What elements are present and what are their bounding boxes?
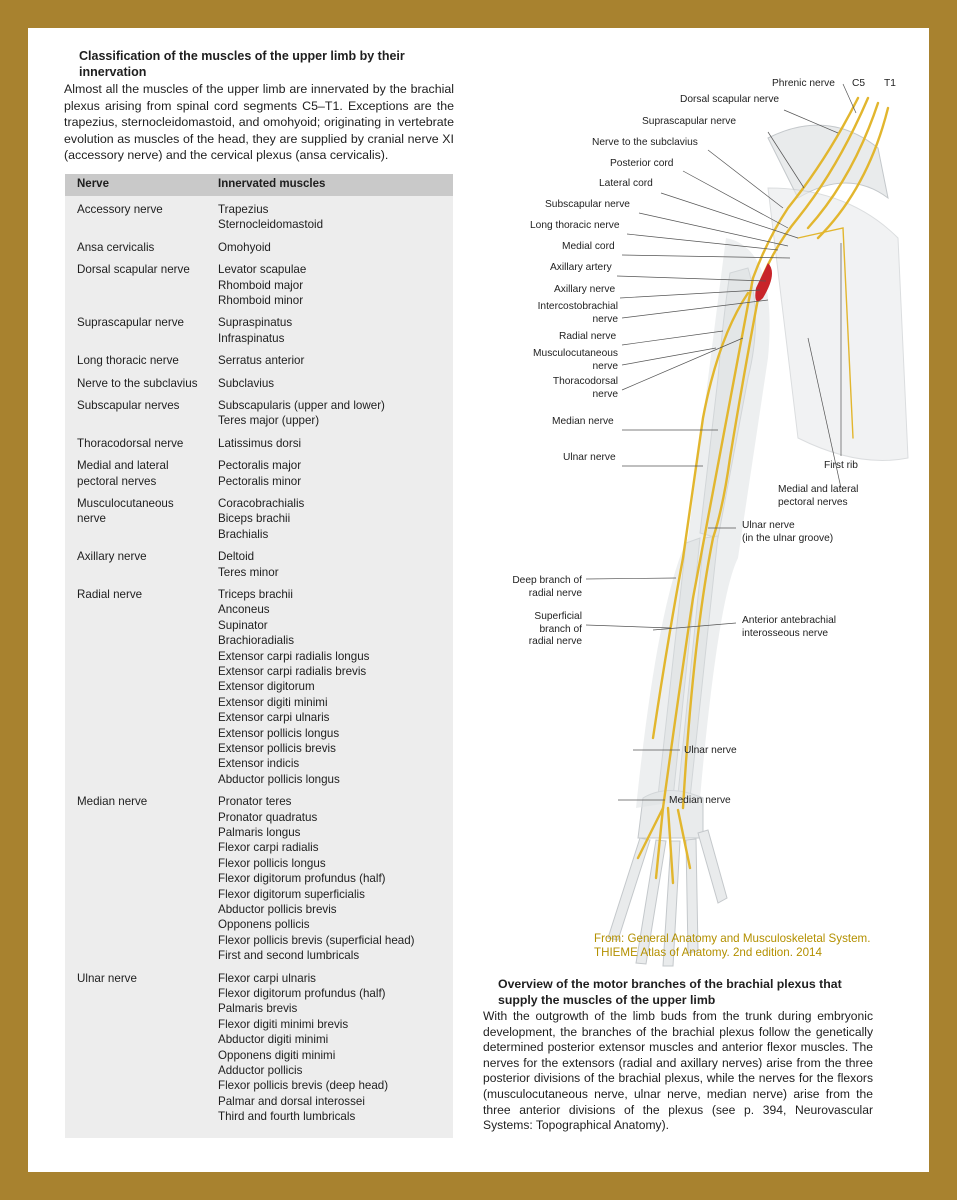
muscle-name: Pronator quadratus — [218, 810, 318, 824]
nerve-cell — [77, 496, 212, 527]
nerve-cell — [77, 549, 212, 564]
muscle-name: Extensor pollicis longus — [218, 726, 340, 740]
muscle-name: Extensor carpi radialis longus — [218, 649, 370, 663]
nerve-name-line: Nerve to the subclavius — [77, 376, 198, 390]
muscle-name: Abductor pollicis longus — [218, 772, 340, 786]
nerve-cell — [77, 971, 212, 986]
nerve-cell — [77, 315, 212, 330]
source-citation: From: General Anatomy and Musculoskeletal System. THIEME Atlas of Anatomy. 2nd edition. 2014 — [594, 932, 871, 959]
muscle-name: Extensor carpi ulnaris — [218, 711, 330, 725]
muscles-cell — [218, 794, 448, 963]
muscle-name: Pronator teres — [218, 795, 292, 809]
nerve-name-line: Radial nerve — [77, 588, 143, 601]
label-pectoral-nerves: Medial and lateral pectoral nerves — [778, 484, 859, 508]
nerve-name-line: Accessory nerve — [77, 203, 163, 216]
nerve-cell — [77, 587, 212, 602]
nerve-name-line: Thoracodorsal nerve — [77, 436, 184, 450]
muscle-name: Extensor indicis — [218, 757, 300, 771]
figure-caption-title: Overview of the motor branches of the brachial plexus that supply the muscles of the upper limb — [498, 977, 842, 1007]
label-median-nerve-lower: Median nerve — [669, 795, 731, 806]
muscle-name: Opponens digiti minimi — [218, 1048, 336, 1062]
muscle-name: Pectoralis major — [218, 459, 302, 473]
nerve-name-line: Ansa cervicalis — [77, 240, 155, 254]
muscle-name: Palmar and dorsal interossei — [218, 1094, 365, 1108]
nerve-cell — [77, 353, 212, 368]
muscles-cell — [218, 458, 448, 489]
nerve-cell — [77, 202, 212, 217]
label-c5: C5 — [852, 78, 866, 89]
nerve-name-line: Ulnar nerve — [77, 971, 137, 985]
muscle-name: Serratus anterior — [218, 354, 305, 368]
muscles-cell — [218, 496, 448, 542]
muscle-name: Biceps brachii — [218, 512, 291, 526]
muscle-name: Pectoralis minor — [218, 474, 302, 488]
nerve-name-line: Axillary nerve — [77, 550, 147, 564]
nerve-name-line: Suprascapular nerve — [77, 316, 184, 330]
label-long-thoracic: Long thoracic nerve — [530, 220, 620, 231]
muscle-name: Subscapularis (upper and lower) — [218, 399, 385, 412]
innervation-table — [65, 174, 453, 1138]
label-deep-radial: Deep branch of radial nerve — [512, 575, 582, 599]
muscle-name: Abductor digiti minimi — [218, 1033, 329, 1047]
label-superficial-radial: Superficial branch of radial nerve — [528, 611, 582, 648]
muscle-name: Flexor pollicis longus — [218, 856, 326, 870]
arm-illustration — [468, 38, 918, 983]
muscle-name: Teres minor — [218, 565, 279, 579]
muscle-name: Flexor carpi ulnaris — [218, 971, 316, 985]
muscle-name: Palmaris longus — [218, 826, 301, 839]
label-ulnar-nerve-upper: Ulnar nerve — [563, 452, 616, 463]
nerve-name-line: Subscapular nerves — [77, 399, 180, 412]
nerve-name-line: pectoral nerves — [77, 474, 157, 488]
label-axillary-nerve: Axillary nerve — [554, 284, 616, 295]
label-medial-cord: Medial cord — [562, 241, 615, 252]
classification-section — [64, 48, 454, 164]
muscle-name: Subclavius — [218, 376, 275, 390]
nerve-name-line: Medial and lateral — [77, 459, 169, 473]
label-ulnar-nerve-lower: Ulnar nerve — [684, 745, 737, 756]
muscle-name: Flexor carpi radialis — [218, 841, 319, 855]
label-phrenic-nerve: Phrenic nerve — [772, 78, 835, 89]
header-muscles: Innervated muscles — [218, 178, 326, 190]
nerve-cell — [77, 458, 212, 489]
muscle-name: Sternocleidomastoid — [218, 218, 324, 232]
label-subclavius: Nerve to the subclavius — [592, 137, 698, 148]
muscle-name: Opponens pollicis — [218, 918, 310, 932]
muscle-name: Triceps brachii — [218, 588, 293, 601]
nerve-name-line: Long thoracic nerve — [77, 354, 179, 368]
nerve-cell — [77, 436, 212, 451]
nerve-name-line: nerve — [77, 512, 107, 526]
muscle-name: Coracobrachialis — [218, 497, 305, 510]
muscles-cell — [218, 549, 448, 580]
muscle-name: Flexor digitorum profundus (half) — [218, 872, 386, 886]
muscle-name: Flexor digitorum superficialis — [218, 887, 365, 901]
muscles-cell — [218, 971, 448, 1125]
muscle-name: Extensor digitorum — [218, 680, 315, 694]
label-thoracodorsal: Thoracodorsal nerve — [552, 376, 618, 400]
muscles-cell — [218, 398, 448, 429]
label-first-rib: First rib — [824, 460, 858, 471]
classification-intro: Almost all the muscles of the upper limb are innervated by the brachial plexus arising from spinal cord segments C5–T1. Exceptions are the trapezius, sternocleidomastoid, and omohyoid; originating in vertebrate evolution as muscles of the head, they are supplied by cranial nerve XI (accessory nerve) and the cervical plexus (ansa cervicalis). — [64, 82, 454, 163]
bones — [608, 125, 908, 966]
label-t1: T1 — [884, 78, 896, 89]
muscle-name: Extensor carpi radialis brevis — [218, 665, 367, 679]
label-axillary-artery: Axillary artery — [550, 262, 612, 273]
table-header — [65, 174, 453, 196]
classification-title: Classification of the muscles of the upper limb by their innervation — [79, 49, 405, 79]
muscle-name: Anconeus — [218, 603, 270, 617]
muscles-cell — [218, 353, 448, 368]
muscle-name: Levator scapulae — [218, 263, 307, 277]
muscles-cell — [218, 262, 448, 308]
muscle-name: Supraspinatus — [218, 316, 293, 330]
label-radial-nerve: Radial nerve — [559, 331, 617, 342]
muscle-name: Flexor pollicis brevis (deep head) — [218, 1079, 389, 1093]
muscle-name: Extensor pollicis brevis — [218, 742, 336, 756]
muscle-name: Rhomboid major — [218, 278, 304, 292]
muscle-name: Abductor pollicis brevis — [218, 903, 337, 917]
muscle-name: Infraspinatus — [218, 331, 285, 345]
nerve-cell — [77, 794, 212, 809]
muscle-name: Supinator — [218, 618, 268, 632]
nerve-cell — [77, 240, 212, 255]
nerve-name-line: Median nerve — [77, 795, 148, 809]
muscle-name: Brachialis — [218, 527, 269, 541]
label-musculocutaneous: Musculocutaneous nerve — [533, 348, 618, 372]
muscle-name: Teres major (upper) — [218, 414, 320, 428]
figure-caption-body: With the outgrowth of the limb buds from the trunk during embryonic development, the branches of the brachial plexus follow the genetically determined posterior extensor muscles and anterior flexor muscles. The nerves for the extensors (radial and axillary nerves) arise from the three posterior divisions of the brachial plexus, while the nerves for the flexors (musculocutaneous nerve, ulnar nerve, median nerve) arise from the three anterior divisions of the plexus (see p. 394, Neurovascular Systems: Topographical Anatomy). — [483, 1009, 873, 1133]
header-nerve: Nerve — [77, 178, 109, 190]
muscles-cell — [218, 587, 448, 787]
muscle-name: Flexor digiti minimi brevis — [218, 1017, 349, 1031]
muscle-name: Brachioradialis — [218, 634, 295, 648]
label-median-nerve-upper: Median nerve — [552, 416, 614, 427]
muscles-cell — [218, 376, 448, 391]
muscle-name: Rhomboid minor — [218, 294, 304, 307]
muscle-name: Omohyoid — [218, 240, 271, 254]
thumb — [698, 830, 727, 903]
label-dorsal-scapular: Dorsal scapular nerve — [680, 94, 780, 105]
label-posterior-cord: Posterior cord — [610, 158, 674, 169]
muscle-name: Extensor digiti minimi — [218, 695, 328, 709]
muscle-name: Palmaris brevis — [218, 1002, 298, 1016]
muscle-name: Deltoid — [218, 550, 255, 564]
muscle-name: Third and fourth lumbricals — [218, 1110, 356, 1124]
nerve-name-line: Musculocutaneous — [77, 497, 174, 510]
nerve-cell — [77, 262, 212, 277]
textbook-page — [28, 28, 929, 1172]
nerve-name-line: Dorsal scapular nerve — [77, 263, 190, 277]
label-intercostobrachial: Intercostobrachial nerve — [537, 301, 618, 325]
muscle-name: Flexor digitorum profundus (half) — [218, 987, 386, 1000]
label-ulnar-groove: Ulnar nerve (in the ulnar groove) — [742, 520, 834, 544]
nerve-cell — [77, 376, 212, 391]
arm-nerve-figure — [468, 38, 918, 983]
muscles-cell — [218, 436, 448, 451]
label-lateral-cord: Lateral cord — [599, 178, 653, 189]
muscle-name: Trapezius — [218, 203, 269, 216]
label-subscapular: Subscapular nerve — [545, 199, 630, 210]
muscles-cell — [218, 315, 448, 346]
nerve-cell — [77, 398, 212, 413]
label-suprascapular: Suprascapular nerve — [642, 116, 737, 127]
muscle-name: Flexor pollicis brevis (superficial head) — [218, 933, 415, 947]
muscle-name: Latissimus dorsi — [218, 436, 302, 450]
label-interosseous: Anterior antebrachial interosseous nerve — [742, 615, 837, 639]
muscle-name: First and second lumbricals — [218, 949, 360, 963]
muscles-cell — [218, 202, 448, 233]
muscle-name: Adductor pollicis — [218, 1064, 303, 1078]
muscles-cell — [218, 240, 448, 255]
